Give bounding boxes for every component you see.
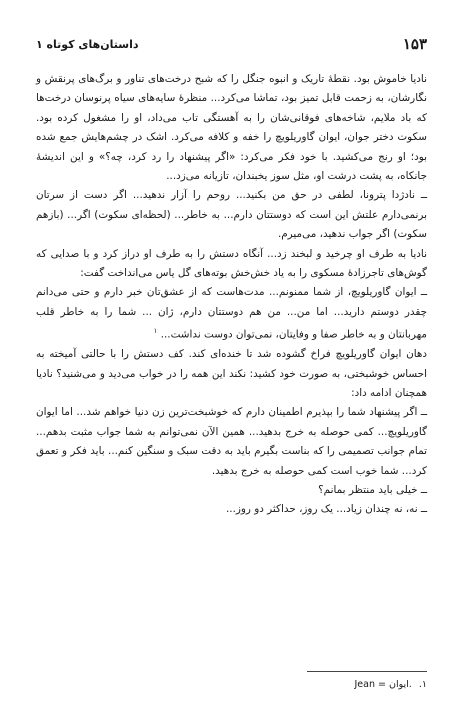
footnote-number: ۱. xyxy=(418,679,427,690)
paragraph-1: نادیا خاموش بود. نقطهٔ تاریک و انبوه جنگل را که شبح درخت‌های تناور و برگ‌های پرنقش و نگارشان، به زحمت قابل تمیز بود، تماشا می‌کرد... منظرهٔ سایه‌های سیاه پرنوسان درخت‌ها که باد ملایم، شاخه‌های فوقانی‌شان را به آهستگی تاب می‌داد، او را مشغول کرده بود. سکوت دختر جوان، ایوان گاوریلویچ را خفه و کلافه می‌کرد. اشک در چشم‌هایش جمع شده بود؛ او رنج می‌کشید. با خود فکر می‌کرد: «اگر پیشنهاد را رد کرد، چه؟» و این اندیشهٔ جانکاه، به پشت درشت او، مثل سوز یخبندان، تازیانه می‌زد... xyxy=(36,73,427,183)
page-header xyxy=(36,34,427,54)
footnote-reference: ۱ xyxy=(153,327,158,336)
paragraph-3: نادیا به طرف او چرخید و لبخند زد... آنگاه دستش را به طرف او دراز کرد و با صدایی که گوش‌های تاجرزادهٔ مسکوی را به یاد خش‌خش بوته‌های گل یاس می‌انداخت گفت: xyxy=(36,247,427,280)
paragraph-7: ــ خیلی باید منتظر بمانم؟ xyxy=(318,484,427,496)
page-body xyxy=(36,70,427,520)
page-number: ۱۵۳ xyxy=(402,35,427,53)
footnote-divider xyxy=(307,671,427,672)
paragraph-5: دهان ایوان گاوریلویچ فراخ گشوده شد تا خنده‌ای کند. کف دستش را با حالتی آمیخته به احساس خوشبختی، به صورت خود کشید: نکند این همه را در خواب می‌دید و می‌شنید؟ نادیا همچنان ادامه داد: xyxy=(36,348,427,399)
paragraph-2: ــ نادژدا پترونا، لطفی در حق من بکنید... روحم را آزار ندهید... اگر دست از سرتان برنمی‌دارم علتش این است که دوستتان دارم... به خاطر... (لحظه‌ای سکوت) اگر... (بازهم سکوت) اگر جواب ندهید، می‌میرم. xyxy=(36,189,427,241)
paragraph-6: ــ اگر پیشنهاد شما را بپذیرم اطمینان دارم که خوشبخت‌ترین زن دنیا خواهم شد... اما ایوان گاوریلویچ... کمی حوصله به خرج بدهید... همین الآن نمی‌توانم به شما جواب مثبت بدهم... تمام جوانب تصمیمی را که بناست بگیرم باید به دقت سبک و سنگین کنم... باید فکر و تعمق کرد... شما خوب است کمی حوصله به خرج بدهید. xyxy=(36,406,427,477)
footnote xyxy=(36,679,427,690)
paragraph-4 xyxy=(36,283,427,345)
paragraph-8: ــ نه، نه چندان زیاد... یک روز، حداکثر دو روز... xyxy=(225,503,427,516)
paragraph-4-text: ــ ایوان گاوریلویچ، از شما ممنونم... مدت‌هاست که از عشق‌تان خبر دارم و حتی می‌دانم چقدر دوستم دارید... اما من... من هم دوستتان دارم، ژان ... شما را به خاطر قلب مهربانتان و به خاطر صفا و وفایتان، نمی‌توان دوست نداشت... xyxy=(36,286,427,341)
running-title: داستان‌های کوتاه ۱ xyxy=(36,37,139,51)
footnote-text: Jean = ایوان. xyxy=(354,679,412,690)
